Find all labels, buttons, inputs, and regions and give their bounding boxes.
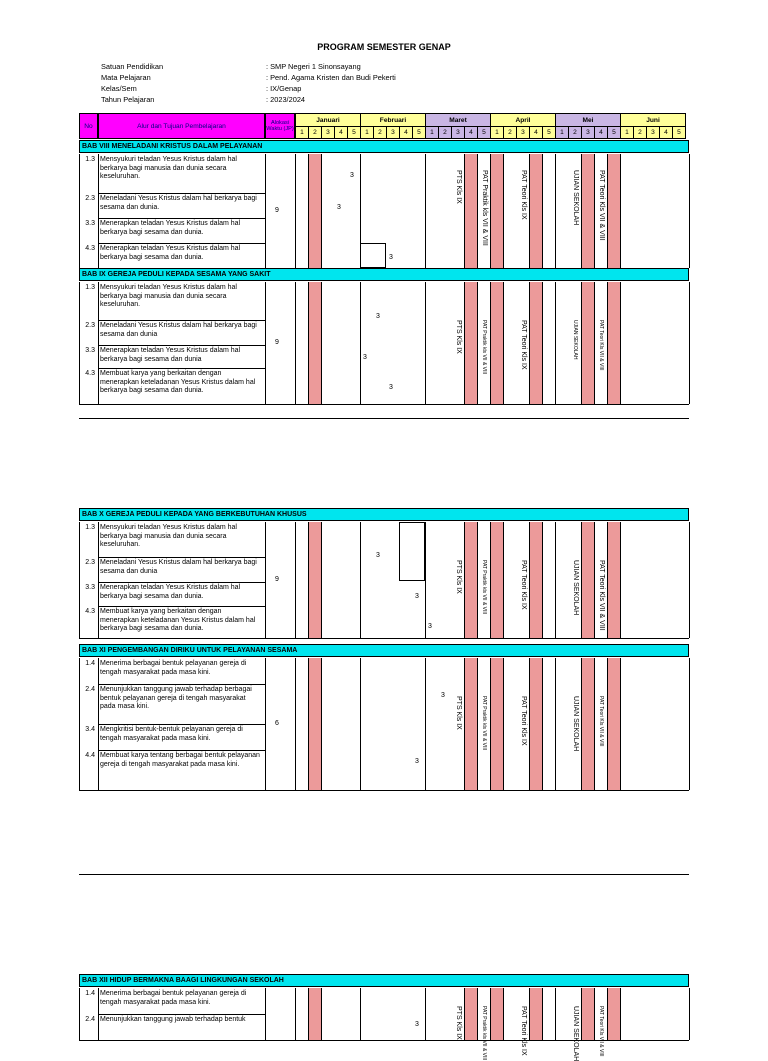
tp-text: Membuat karya yang berkaitan dengan menerapkan keteladanan Yesus Kristus dalam hal berkarya bagi sesama dan dunia.: [100, 608, 256, 633]
tp-text: Mensyukuri teladan Yesus Kristus dalam hal berkarya bagi manusia dan dunia secara keseluruhan.: [100, 284, 237, 309]
grid-line: [503, 658, 504, 790]
pink-band: [309, 154, 321, 268]
label-pat-praktik: PAT Praktik kls VII & VIII: [481, 320, 487, 375]
grid-line: [295, 522, 296, 638]
pink-band: [608, 658, 620, 790]
meta-value: : Pend. Agama Kristen dan Budi Pekerti: [266, 73, 396, 82]
header-week: 3: [516, 126, 530, 139]
grid-line: [295, 282, 296, 404]
grid-line: [265, 282, 266, 404]
pink-band: [582, 658, 594, 790]
pink-band: [465, 282, 477, 404]
grid-line: [79, 658, 80, 790]
header-month-februari: Februari: [360, 113, 426, 127]
tp-text: Mensyukuri teladan Yesus Kristus dalam hal berkarya bagi manusia dan dunia secara keseluruhan.: [100, 156, 237, 181]
grid-line: [477, 988, 478, 1040]
grid-line: [360, 988, 361, 1040]
label-pat-teori: PAT Teori Kls VII & VIII: [598, 1006, 604, 1057]
label-ujian: UJIAN SEKOLAH: [572, 320, 578, 360]
tp-text: Membuat karya yang berkaitan dengan menerapkan keteladanan Yesus Kristus dalam hal berkarya bagi sesama dan dunia.: [100, 370, 256, 395]
pink-band: [309, 988, 321, 1040]
header-week: 5: [542, 126, 556, 139]
header-week: 4: [529, 126, 543, 139]
week-hours: 3: [428, 623, 432, 630]
label-pat-praktik: PAT Praktik kls VII & VIII: [481, 170, 488, 246]
grid-line: [308, 988, 309, 1040]
grid-line: [607, 154, 608, 268]
header-week: 5: [672, 126, 686, 139]
grid-line: [529, 154, 530, 268]
grid-line: [295, 988, 296, 1040]
grid-line: [79, 988, 80, 1040]
grid-line: [360, 658, 361, 790]
grid-line: [689, 282, 690, 404]
grid-line: [308, 522, 309, 638]
row-line: [98, 243, 265, 244]
tp-text: Membuat karya tentang berbagai bentuk pelayanan gereja di tengah masyarakat pada masa kini.: [100, 752, 260, 768]
header-week: 4: [399, 126, 413, 139]
pink-band: [491, 988, 503, 1040]
label-pat-praktik: PAT Praktik kls VII & VIII: [481, 560, 487, 615]
header-week: 3: [321, 126, 335, 139]
pink-band: [530, 658, 542, 790]
grid-line: [607, 282, 608, 404]
pink-band: [608, 154, 620, 268]
tp-number: 2.4: [85, 1016, 95, 1023]
header-alokasi: Alokasi Waktu (JP): [265, 113, 295, 139]
grid-line: [607, 988, 608, 1040]
week-hours: 3: [363, 354, 367, 361]
grid-line: [594, 658, 595, 790]
grid-line: [477, 658, 478, 790]
header-week: 3: [646, 126, 660, 139]
grid-line: [503, 282, 504, 404]
tp-number: 4.3: [85, 370, 95, 377]
tp-text: Menerapkan teladan Yesus Kristus dalam hal berkarya bagi sesama dan dunia: [100, 347, 241, 363]
label-pat-teori-ix: PAT Teori Kls IX: [520, 696, 527, 746]
grid-line: [425, 154, 426, 268]
grid-line: [477, 282, 478, 404]
grid-line: [490, 154, 491, 268]
grid-line: [594, 154, 595, 268]
label-pat-teori-ix: PAT Teori Kls IX: [520, 560, 527, 610]
label-pat-teori-ix: PAT Teori Kls IX: [520, 320, 527, 370]
grid-line: [265, 988, 266, 1040]
label-pts: PTS Kls IX: [455, 320, 462, 354]
grid-line: [555, 154, 556, 268]
header-alur: Alur dan Tujuan Pembelajaran: [98, 113, 265, 139]
tp-number: 1.3: [85, 284, 95, 291]
label-pts: PTS Kls IX: [455, 696, 462, 730]
grid-line: [98, 522, 99, 638]
grid-line: [529, 658, 530, 790]
label-pat-praktik: PAT Praktik kls VII & VIII: [481, 1006, 487, 1061]
bab-header: BAB X GEREJA PEDULI KEPADA YANG BERKEBUTUHAN KHUSUS: [79, 508, 689, 521]
pink-band: [530, 988, 542, 1040]
grid-line: [542, 282, 543, 404]
row-line: [98, 582, 265, 583]
row-line: [98, 193, 265, 194]
meta-value: : IX/Genap: [266, 84, 302, 93]
grid-line: [79, 154, 80, 268]
hours-box: [399, 522, 425, 581]
week-hours: 3: [441, 692, 445, 699]
pink-band: [465, 154, 477, 268]
header-week: 4: [464, 126, 478, 139]
grid-line: [98, 154, 99, 268]
pink-band: [491, 282, 503, 404]
grid-line: [620, 522, 621, 638]
header-week: 1: [295, 126, 309, 139]
jp-value: 9: [275, 207, 279, 214]
header-week: 5: [412, 126, 426, 139]
pink-band: [582, 522, 594, 638]
bab-header: BAB XI PENGEMBANGAN DIRIKU UNTUK PELAYANAN SESAMA: [79, 644, 689, 657]
jp-value: 6: [275, 720, 279, 727]
tp-text: Meneladani Yesus Kristus dalam hal berkarya bagi sesama dan dunia: [100, 559, 257, 575]
bab-header: BAB VIII MENELADANI KRISTUS DALAM PELAYANAN: [79, 140, 689, 153]
grid-line: [503, 988, 504, 1040]
tp-text: Menerapkan teladan Yesus Kristus dalam hal berkarya bagi sesama dan dunia.: [100, 584, 241, 600]
meta-value: : SMP Negeri 1 Sinonsayang: [266, 62, 361, 71]
grid-line: [529, 282, 530, 404]
header-week: 3: [581, 126, 595, 139]
pink-band: [491, 522, 503, 638]
tp-number: 1.4: [85, 990, 95, 997]
section-bottom: [79, 638, 689, 639]
label-pat-teori-ix: PAT Teori Kls IX: [520, 170, 527, 220]
grid-line: [360, 282, 361, 404]
row-line: [98, 1014, 265, 1015]
bab-header: BAB IX GEREJA PEDULI KEPADA SESAMA YANG SAKIT: [79, 268, 689, 281]
header-week: 1: [555, 126, 569, 139]
header-week: 2: [568, 126, 582, 139]
tp-number: 1.3: [85, 156, 95, 163]
week-hours: 3: [376, 313, 380, 320]
pink-band: [530, 522, 542, 638]
week-hours: 3: [389, 384, 393, 391]
grid-line: [477, 154, 478, 268]
header-week: 5: [607, 126, 621, 139]
grid-line: [542, 522, 543, 638]
row-line: [98, 320, 265, 321]
header-no: No: [79, 113, 98, 139]
label-pat-teori: PAT Teori Kls VII & VIII: [598, 170, 605, 241]
tp-text: Menunjukkan tanggung jawab terhadap bentuk: [100, 1016, 246, 1023]
tp-number: 1.3: [85, 524, 95, 531]
grid-line: [542, 658, 543, 790]
tp-text: Menerima berbagai bentuk pelayanan gereja di tengah masyarakat pada masa kini.: [100, 990, 247, 1006]
hours-box: [360, 243, 386, 268]
tp-text: Mensyukuri teladan Yesus Kristus dalam hal berkarya bagi manusia dan dunia secara keseluruhan.: [100, 524, 237, 549]
header-week: 1: [360, 126, 374, 139]
meta-row: [101, 73, 396, 82]
week-hours: 3: [389, 254, 393, 261]
pink-band: [582, 282, 594, 404]
label-pat-teori: PAT Teori Kls VII & VIII: [598, 696, 604, 747]
header-month-juni: Juni: [620, 113, 686, 127]
label-ujian: UJIAN SEKOLAH: [572, 170, 579, 226]
grid-line: [555, 282, 556, 404]
tp-text: Menerapkan teladan Yesus Kristus dalam hal berkarya bagi sesama dan dunia.: [100, 245, 241, 261]
grid-line: [490, 282, 491, 404]
page-separator: [79, 874, 689, 875]
label-pat-praktik: PAT Praktik kls VII & VIII: [481, 696, 487, 751]
meta-label: Mata Pelajaran: [101, 73, 151, 82]
grid-line: [265, 522, 266, 638]
pink-band: [309, 658, 321, 790]
grid-line: [98, 282, 99, 404]
pink-band: [491, 154, 503, 268]
row-line: [98, 368, 265, 369]
grid-line: [581, 988, 582, 1040]
bab-header: BAB XII HIDUP BERMAKNA BAAGI LINGKUNGAN SEKOLAH: [79, 974, 689, 987]
grid-line: [542, 154, 543, 268]
tp-number: 4.3: [85, 608, 95, 615]
grid-line: [620, 658, 621, 790]
header-week: 3: [451, 126, 465, 139]
grid-line: [425, 522, 426, 638]
label-pts: PTS Kls IX: [455, 560, 462, 594]
grid-line: [425, 988, 426, 1040]
label-ujian: UJIAN SEKOLAH: [572, 560, 579, 616]
page-separator: [79, 790, 689, 791]
grid-line: [295, 154, 296, 268]
grid-line: [620, 282, 621, 404]
grid-line: [689, 988, 690, 1040]
grid-line: [620, 154, 621, 268]
tp-number: 4.3: [85, 245, 95, 252]
grid-line: [464, 282, 465, 404]
label-pat-teori-ix: PAT Teori Kls IX: [520, 1006, 527, 1056]
jp-value: 9: [275, 576, 279, 583]
grid-line: [464, 154, 465, 268]
header-week: 1: [490, 126, 504, 139]
tp-number: 2.3: [85, 322, 95, 329]
grid-line: [79, 282, 80, 404]
meta-label: Satuan Pendidikan: [101, 62, 164, 71]
grid-line: [581, 154, 582, 268]
grid-line: [308, 658, 309, 790]
grid-line: [581, 658, 582, 790]
header-week: 2: [503, 126, 517, 139]
pink-band: [309, 522, 321, 638]
meta-label: Kelas/Sem: [101, 84, 137, 93]
pink-band: [465, 658, 477, 790]
header-week: 5: [347, 126, 361, 139]
header-week: 2: [373, 126, 387, 139]
pink-band: [530, 282, 542, 404]
label-pts: PTS Kls IX: [455, 1006, 462, 1040]
header-week: 1: [620, 126, 634, 139]
grid-line: [581, 522, 582, 638]
tp-number: 3.3: [85, 347, 95, 354]
grid-line: [503, 154, 504, 268]
header-week: 1: [425, 126, 439, 139]
label-pat-teori: PAT Teori Kls VII & VIII: [598, 560, 605, 631]
pink-band: [582, 988, 594, 1040]
week-hours: 3: [415, 1021, 419, 1028]
grid-line: [425, 658, 426, 790]
tp-number: 3.3: [85, 220, 95, 227]
grid-line: [477, 522, 478, 638]
grid-line: [620, 988, 621, 1040]
grid-line: [425, 282, 426, 404]
grid-line: [689, 658, 690, 790]
header-month-maret: Maret: [425, 113, 491, 127]
pink-band: [465, 522, 477, 638]
label-ujian: UJIAN SEKOLAH: [572, 1006, 579, 1061]
pink-band: [491, 658, 503, 790]
tp-text: Menerima berbagai bentuk pelayanan gereja di tengah masyarakat pada masa kini.: [100, 660, 247, 676]
grid-line: [360, 522, 361, 638]
grid-line: [529, 988, 530, 1040]
grid-line: [490, 988, 491, 1040]
week-hours: 3: [415, 593, 419, 600]
grid-line: [555, 988, 556, 1040]
grid-line: [321, 282, 322, 404]
label-pts: PTS Kls IX: [455, 170, 462, 204]
grid-line: [308, 154, 309, 268]
label-ujian: UJIAN SEKOLAH: [572, 696, 579, 752]
grid-line: [321, 522, 322, 638]
week-hours: 3: [415, 758, 419, 765]
grid-line: [594, 988, 595, 1040]
row-line: [98, 557, 265, 558]
pink-band: [608, 282, 620, 404]
grid-line: [542, 988, 543, 1040]
tp-number: 3.3: [85, 584, 95, 591]
page-title: PROGRAM SEMESTER GENAP: [317, 42, 451, 52]
grid-line: [555, 522, 556, 638]
tp-text: Meneladani Yesus Kristus dalam hal berkarya bagi sesama dan dunia: [100, 322, 257, 338]
row-line: [98, 750, 265, 751]
grid-line: [295, 658, 296, 790]
pink-band: [608, 522, 620, 638]
pink-band: [530, 154, 542, 268]
grid-line: [594, 282, 595, 404]
header-week: 2: [438, 126, 452, 139]
header-week: 4: [659, 126, 673, 139]
tp-number: 1.4: [85, 660, 95, 667]
tp-number: 4.4: [85, 752, 95, 759]
row-line: [98, 606, 265, 607]
grid-line: [490, 522, 491, 638]
grid-line: [607, 658, 608, 790]
row-line: [98, 724, 265, 725]
grid-line: [529, 522, 530, 638]
header-week: 4: [334, 126, 348, 139]
grid-line: [464, 658, 465, 790]
meta-row: [101, 95, 306, 104]
grid-line: [490, 658, 491, 790]
grid-line: [321, 988, 322, 1040]
header-month-mei: Mei: [555, 113, 621, 127]
header-month-april: April: [490, 113, 556, 127]
meta-row: [101, 62, 361, 71]
tp-number: 2.3: [85, 559, 95, 566]
grid-line: [464, 522, 465, 638]
grid-line: [555, 658, 556, 790]
meta-label: Tahun Pelajaran: [101, 95, 155, 104]
header-month-januari: Januari: [295, 113, 361, 127]
pink-band: [582, 154, 594, 268]
tp-number: 2.3: [85, 195, 95, 202]
tp-text: Menerapkan teladan Yesus Kristus dalam hal berkarya bagi sesama dan dunia.: [100, 220, 241, 236]
header-week: 3: [386, 126, 400, 139]
grid-line: [321, 154, 322, 268]
grid-line: [308, 282, 309, 404]
header-week: 2: [633, 126, 647, 139]
tp-number: 2.4: [85, 686, 95, 693]
grid-line: [79, 522, 80, 638]
header-week: 5: [477, 126, 491, 139]
meta-value: : 2023/2024: [266, 95, 306, 104]
week-hours: 3: [350, 172, 354, 179]
week-hours: 3: [376, 552, 380, 559]
grid-line: [265, 154, 266, 268]
row-line: [98, 218, 265, 219]
grid-line: [689, 154, 690, 268]
week-hours: 3: [337, 204, 341, 211]
header-week: 2: [308, 126, 322, 139]
grid-line: [265, 658, 266, 790]
label-pat-teori: PAT Teori Kls VII & VIII: [598, 320, 604, 371]
pink-band: [608, 988, 620, 1040]
tp-number: 3.4: [85, 726, 95, 733]
tp-text: Meneladani Yesus Kristus dalam hal berkarya bagi sesama dan dunia.: [100, 195, 257, 211]
section-bottom: [79, 404, 689, 405]
page-separator: [79, 418, 689, 419]
grid-line: [321, 658, 322, 790]
tp-text: Mengkritisi bentuk-bentuk pelayanan gereja di tengah masyarakat pada masa kini.: [100, 726, 243, 742]
pink-band: [465, 988, 477, 1040]
grid-line: [464, 988, 465, 1040]
row-line: [98, 345, 265, 346]
grid-line: [689, 522, 690, 638]
pink-band: [309, 282, 321, 404]
jp-value: 9: [275, 339, 279, 346]
grid-line: [594, 522, 595, 638]
grid-line: [503, 522, 504, 638]
row-line: [98, 684, 265, 685]
meta-row: [101, 84, 302, 93]
header-week: 4: [594, 126, 608, 139]
grid-line: [581, 282, 582, 404]
grid-line: [607, 522, 608, 638]
tp-text: Menunjukkan tanggung jawab terhadap berbagai bentuk pelayanan gereja di tengah masyarakat pada masa kini.: [100, 686, 252, 711]
